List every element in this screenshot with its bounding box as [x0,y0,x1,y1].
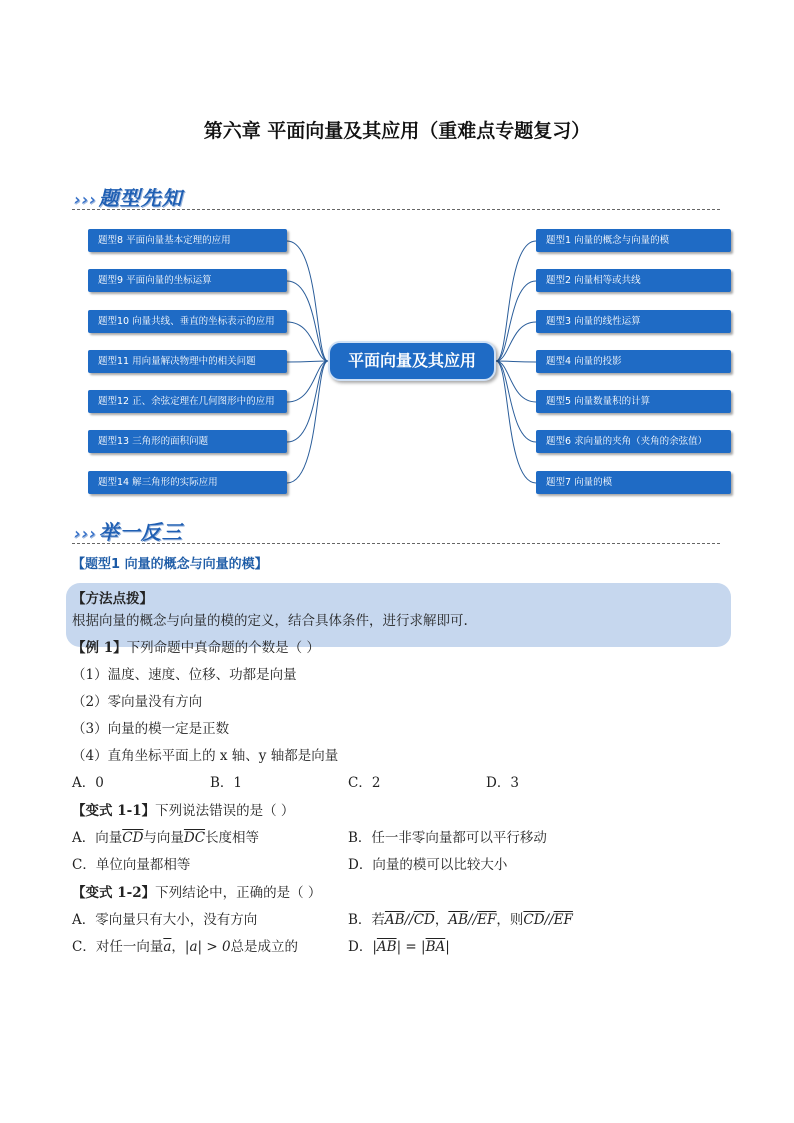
example-item-1: （1）温度、速度、位移、功都是向量 [72,667,297,683]
option-a: A．0 [72,775,104,791]
option-text: A．向量 [72,830,123,846]
abs-bar: | [445,939,450,955]
variant-question: 下列结论中，正确的是（ ） [155,885,322,901]
variant-1-2-stem [72,881,321,901]
triple-arrow-icon: ››› [74,524,97,543]
vector-cd: $\overline{CD}$ [413,912,435,928]
variant-1-1-option-a [72,826,259,846]
option-text: 总是成立的 [230,939,299,955]
vector-ab: $\overline{AB}$ [448,912,469,928]
vector-ef: $\overline{EF}$ [553,912,573,928]
connector-left-4 [287,361,328,362]
parallel-symbol: // [404,912,414,928]
variant-1-2-option-c [72,935,298,955]
vector-cd: $\overline{CD}$ [523,912,545,928]
vector-ba: $\overline{BA}$ [425,939,446,955]
option-text: 长度相等 [205,830,260,846]
vector-dc: $\overline{DC}$ [183,830,206,846]
divider [72,543,720,544]
abs-bar: | [372,939,377,955]
connector-right-4 [496,361,536,362]
mindmap-node-left-3: 题型10 向量共线、垂直的坐标表示的应用 [88,310,287,333]
page-title: 第六章 平面向量及其应用（重难点专题复习） [203,120,591,142]
variant-tag: 【变式 1-2】 [72,885,156,901]
example-item-4: （4）直角坐标平面上的 x 轴、y 轴都是向量 [72,748,339,764]
connector-left-7 [287,361,328,483]
connector-right-7 [496,361,536,483]
mindmap-node-right-5: 题型5 向量数量积的计算 [536,390,731,413]
mindmap-node-right-3: 题型3 向量的线性运算 [536,310,731,333]
section-header-practice [74,516,183,545]
vector-ab: $\overline{AB}$ [376,939,397,955]
mindmap-node-right-6: 题型6 求向量的夹角（夹角的余弦值） [536,430,731,453]
mindmap-node-left-6: 题型13 三角形的面积问题 [88,430,287,453]
vector-cd: $\overline{CD}$ [122,830,144,846]
mindmap-node-left-4: 题型11 用向量解决物理中的相关问题 [88,350,287,373]
variant-1-1-stem [72,799,294,819]
equals: = [401,939,422,955]
option-text: C．对任一向量 [72,939,164,955]
mindmap-node-right-7: 题型7 向量的模 [536,471,731,494]
mindmap-center-node: 平面向量及其应用 [328,341,496,381]
example-item-2: （2）零向量没有方向 [72,694,203,710]
section-header-label: 举一反三 [98,520,183,544]
option-d: D．3 [486,775,519,791]
mindmap-node-left-7: 题型14 解三角形的实际应用 [88,471,287,494]
vector-ab: $\overline{AB}$ [384,912,405,928]
example-tag: 【例 1】 [72,640,127,656]
variant-1-1-option-b: B．任一非零向量都可以平行移动 [348,830,547,846]
triple-arrow-icon: ››› [74,190,97,209]
variant-tag: 【变式 1-1】 [72,803,156,819]
vector-a: $\overline{a}$ [163,939,172,955]
abs-bar: | [421,939,426,955]
parallel-symbol: // [468,912,478,928]
magnitude-expression: |a| > 0 [184,939,231,955]
mindmap-node-left-2: 题型9 平面向量的坐标运算 [88,269,287,292]
comma: ， [171,939,185,955]
mindmap-node-right-2: 题型2 向量相等或共线 [536,269,731,292]
then-text: ，则 [496,912,524,928]
option-text: D． [348,939,373,955]
parallel-symbol: // [544,912,554,928]
connector-right-1 [496,241,536,361]
connector-left-3 [287,322,328,361]
vector-ef: $\overline{EF}$ [477,912,497,928]
mindmap-node-right-4: 题型4 向量的投影 [536,350,731,373]
variant-question: 下列说法错误的是（ ） [155,803,295,819]
comma: ， [434,912,449,928]
connector-left-1 [287,241,328,361]
variant-1-2-option-a: A．零向量只有大小，没有方向 [72,912,258,928]
section-header-label: 题型先知 [98,186,183,210]
mindmap-node-left-5: 题型12 正、余弦定理在几何图形中的应用 [88,390,287,413]
method-text: 根据向量的概念与向量的模的定义，结合具体条件，进行求解即可. [72,613,468,629]
option-text: B．若 [348,912,385,928]
topic-heading: 【题型1 向量的概念与向量的模】 [72,557,268,572]
option-b: B．1 [210,775,243,791]
example-item-3: （3）向量的模一定是正数 [72,721,230,737]
variant-1-1-option-d: D．向量的模可以比较大小 [348,857,508,873]
variant-1-2-option-d [348,935,450,955]
mindmap-node-right-1: 题型1 向量的概念与向量的模 [536,229,731,252]
example-question: 下列命题中真命题的个数是（ ） [126,640,320,656]
abs-bar: | [396,939,402,955]
variant-1-2-option-b [348,908,573,928]
mindmap-node-left-1: 题型8 平面向量基本定理的应用 [88,229,287,252]
variant-1-1-option-c: C．单位向量都相等 [72,857,191,873]
example-stem [72,636,320,656]
connector-left-5 [287,361,328,402]
method-heading: 【方法点拨】 [72,591,153,607]
option-c: C．2 [348,775,381,791]
option-text: 与向量 [143,830,184,846]
